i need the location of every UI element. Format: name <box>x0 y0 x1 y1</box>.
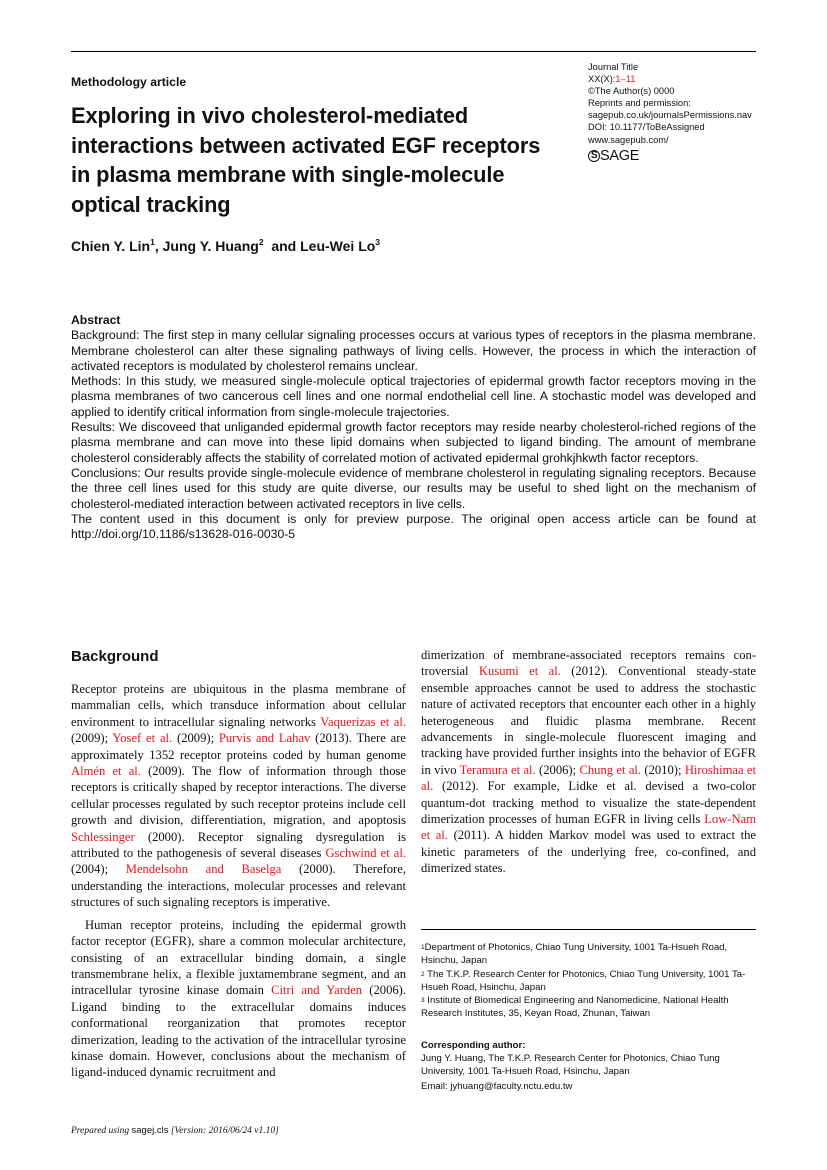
body-paragraph <box>71 917 406 1081</box>
footer-prepared: Prepared using <box>71 1126 132 1136</box>
body-column-right <box>421 647 756 877</box>
citation-link[interactable]: Hiroshimaa et al. <box>421 762 756 794</box>
citation-link[interactable]: Vaquerizas et al. <box>320 714 407 729</box>
citation-link[interactable]: Chung et al. <box>579 762 642 777</box>
text: (2006). Ligand binding to the extracellular domains induces conformational reorganization that promotes receptor dimerization, leading to the activation of the intracellular tyrosine kinase domain. However, conclusions about the mechanism of ligand-induced dynamic recruitment and <box>71 983 407 1080</box>
text: (2006); <box>535 762 580 777</box>
body-paragraph <box>71 681 406 911</box>
sage-s-circle-icon: S <box>588 150 600 162</box>
affiliations <box>421 941 761 1021</box>
body-column-left <box>71 681 406 1081</box>
author-name: Jung Y. Huang <box>162 238 259 254</box>
abstract-methods: Methods: In this study, we measured single-molecule optical trajectories of epidermal growth factor receptors moving in the plasma membranes of two cancerous cell lines and one normal endothelial cell line. A stochastic model was developed and applied to identify critical information from single-molecule trajectories. <box>71 374 756 419</box>
sage-wordmark: SAGE <box>600 148 640 164</box>
text: Receptor proteins are ubiquitous in the plasma membrane of mammalian cells, which transduce information about cellular environment to intracellular signaling networks <box>71 682 406 729</box>
volume-prefix: XX(X): <box>588 74 616 85</box>
corresponding-email[interactable]: Email: jyhuang@faculty.nctu.edu.tw <box>421 1081 573 1092</box>
citation-link[interactable]: Purvis and Lahav <box>218 731 311 746</box>
text: (2011). A hidden Markov model was used to extract the kinetic parameters of the underlying free, co-confined, and dimerized states. <box>421 828 756 876</box>
corresponding-author <box>421 1039 761 1093</box>
text: (2009); <box>172 731 219 746</box>
affil-number: 3 <box>421 997 425 1005</box>
citation-link[interactable]: Kusumi et al. <box>478 664 561 679</box>
affil-text: Department of Photonics, Chiao Tung University, 1001 Ta-Hsueh Road, Hsinchu, Japan <box>421 942 728 967</box>
corresponding-heading: Corresponding author: <box>421 1040 526 1051</box>
journal-info <box>588 61 752 146</box>
text: (2012). Conventional steady-state ensemble approaches cannot be used to address the stochastic nature of activated receptors that encounter each other in a highly heterogeneous and fluidic plasma membrane. Recent advancements in single-molecule fluorescent imaging and tracking have provided further insights into the behavior of EGFR in vivo <box>421 664 756 777</box>
citation-link[interactable]: Mendelsohn and Baselga <box>125 862 282 877</box>
abstract-conclusions: Conclusions: Our results provide single-molecule evidence of membrane cholesterol in regulating signaling receptors. Because the three cell lines used for this study are quite diverse, our results may be useful to shed light on the mechanism of cholesterol-mediated interaction between activated receptors in live cells. <box>71 465 756 511</box>
text: Human receptor proteins, including the epidermal growth factor receptor (EGFR), share a common molecular architecture, consisting of an extracellular binding domain, a single transmembrane helix, a flexible juxtamembrane segment, and an intracellular tyrosine kinase domain <box>71 917 406 998</box>
author-list <box>71 238 380 254</box>
author-separator: and <box>263 238 301 254</box>
author-name: Leu-Wei Lo <box>300 238 376 254</box>
page-footer <box>71 1125 279 1136</box>
citation-link[interactable]: Almén et al. <box>71 764 141 779</box>
footer-cls: sagej.cls <box>131 1125 169 1136</box>
footer-version: [Version: 2016/06/24 v1.10] <box>168 1126 279 1136</box>
author-affil-mark: 3 <box>375 237 381 247</box>
affil-number: 2 <box>421 970 425 978</box>
text: (2010); <box>641 762 685 777</box>
affil-text: Institute of Biomedical Engineering and Nanomedicine, National Health Research Institutes, 35, Keyan Road, Zhunan, Taiwan <box>421 995 729 1020</box>
affiliation-1 <box>421 941 761 968</box>
doi: DOI: 10.1177/ToBeAssigned <box>588 122 705 133</box>
copyright: ©The Author(s) 0000 <box>588 86 675 97</box>
author-name: Chien Y. Lin <box>71 238 151 254</box>
abstract-preview-note: The content used in this document is only for preview purpose. The original open access article can be found at http://doi.org/10.1186/s13628-016-0030-5 <box>71 511 756 542</box>
citation-link[interactable]: Teramura et al. <box>459 762 536 777</box>
abstract-background: Background: The first step in many cellular signaling processes occurs at various types of receptors in the plasma membrane. Membrane cholesterol can alter these signaling pathways of living cells. However, the process in which the interaction of activated receptors is modulated by cholesterol remains unclear. <box>71 328 756 373</box>
citation-link[interactable]: Citri and Yarden <box>271 983 363 998</box>
header-rule <box>71 51 756 52</box>
reprints-url[interactable]: sagepub.co.uk/journalsPermissions.nav <box>588 110 752 121</box>
footnote-rule <box>421 929 756 930</box>
author-separator: , <box>154 238 163 254</box>
text: (2000). Therefore, understanding the interactions, molecular processes and relevant structures of such signaling receptors is imperative. <box>71 862 406 910</box>
abstract-results: Results: We discoveed that unliganded epidermal growth factor receptors may reside nearby cholesterol-riched regions of the plasma membrane and can move into these lipid domains when subjected to ligand binding. The amount of membrane cholesterol considerably affects the stability of correlated motion of activated epidermal grohkjhkwth factor receptors. <box>71 420 756 465</box>
affil-number: 1 <box>421 944 425 951</box>
article-type: Methodology article <box>71 75 187 89</box>
affiliation-3 <box>421 994 761 1021</box>
reprints-label: Reprints and permission: <box>588 98 691 109</box>
body-paragraph <box>421 647 756 877</box>
citation-link[interactable]: Schlessinger <box>71 829 135 844</box>
paper-title: Exploring in vivo cholesterol-mediated interactions between activated EGF receptors in plasma membrane with single-molecule optical tracking <box>71 103 541 217</box>
journal-volume <box>588 73 752 85</box>
sage-logo <box>588 148 639 164</box>
text: dimerization of membrane-associated receptors remains controversial <box>421 648 756 679</box>
affiliation-2 <box>421 968 761 995</box>
text: (2004); <box>71 862 126 877</box>
citation-link[interactable]: Yosef et al. <box>112 731 173 746</box>
author-affil-mark: 2 <box>258 237 264 247</box>
page-range-link[interactable]: 1–11 <box>615 74 636 85</box>
text: (2009); <box>71 731 113 746</box>
affil-text: The T.K.P. Research Center for Photonics, Chiao Tung University, 1001 Ta-Hsueh Road, Hsinchu, Japan <box>421 968 746 993</box>
text: (2013). There are approximately 1352 receptor proteins coded by human genome <box>71 731 406 762</box>
abstract <box>71 313 756 542</box>
citation-link[interactable]: Gschwind et al. <box>325 846 406 861</box>
author-affil-mark: 1 <box>150 237 155 247</box>
corresponding-address: Jung Y. Huang, The T.K.P. Research Center for Photonics, Chiao Tung University, 1001 Ta-Hsueh Road, Hsinchu, Japan <box>421 1053 720 1077</box>
text: (2000). Receptor signaling dysregulation is attributed to the pathogenesis of several diseases <box>71 829 406 861</box>
abstract-heading: Abstract <box>71 313 121 327</box>
website-link[interactable]: www.sagepub.com/ <box>588 134 669 145</box>
section-heading-background: Background <box>71 648 159 665</box>
journal-title: Journal Title <box>588 62 639 72</box>
citation-link[interactable]: Low-Nam et al. <box>421 812 756 843</box>
text: (2009). The flow of information through those receptors is critically shaped by receptor interactions. The diverse cellular processes regulated by such receptor proteins include cell growth and division, differentiation, migration, and apoptosis <box>71 764 406 828</box>
text: (2012). For example, Lidke et al. devised a two-color quantum-dot tracking method to visualize the state-dependent dimerization processes of human EGFR in living cells <box>421 779 756 827</box>
